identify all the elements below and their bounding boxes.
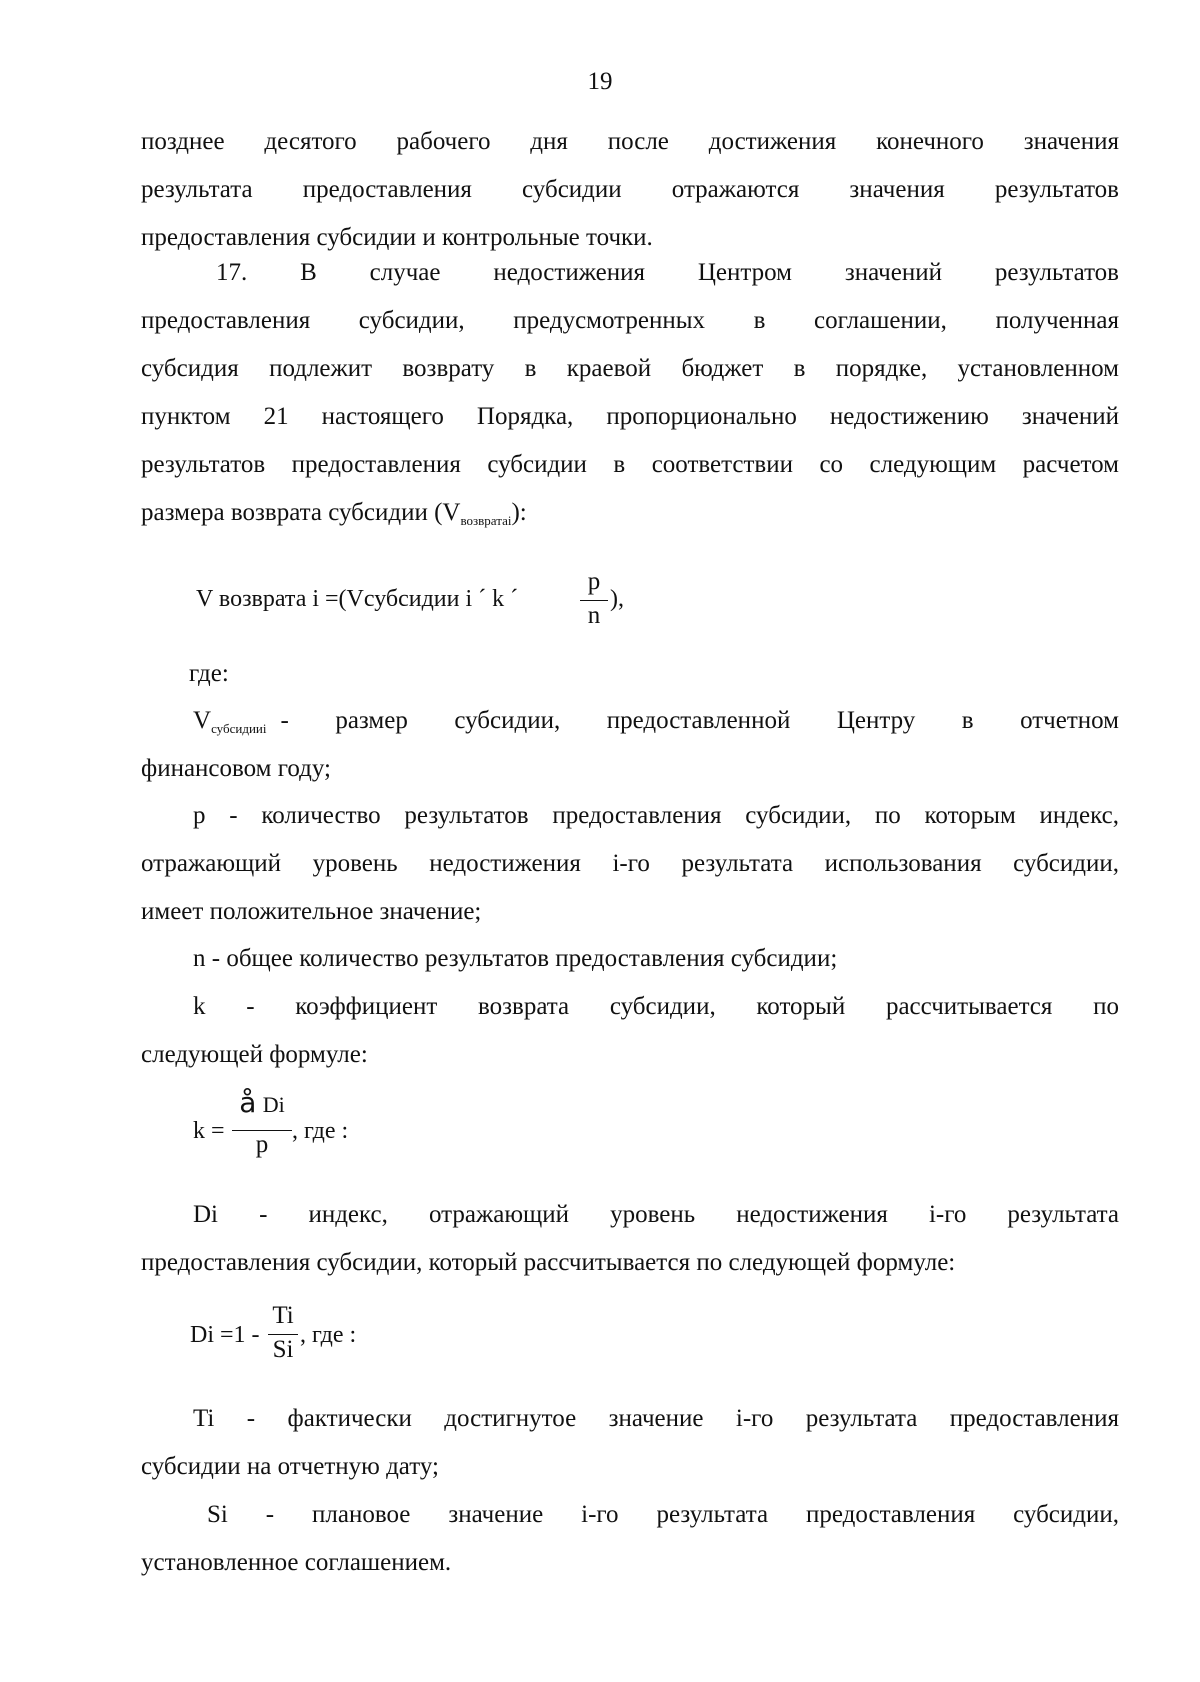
paragraph-intro xyxy=(141,118,1119,262)
text-line xyxy=(141,697,1119,745)
text-line: результата предоставления субсидии отражаются значения результатов xyxy=(141,176,1119,203)
formula-di-right: , где : xyxy=(300,1322,357,1348)
paragraph-17 xyxy=(141,249,1119,537)
text-line: установленное соглашением. xyxy=(141,1549,452,1576)
definition-text: - размер субсидии, предоставленной Центру в отчетном xyxy=(280,707,1119,734)
numerator-di: Di xyxy=(262,1092,285,1117)
text-line: Ti - фактически достигнутое значение i-го результата предоставления xyxy=(193,1405,1119,1432)
formula-di-fraction xyxy=(266,1302,300,1364)
fraction-numerator: p xyxy=(587,568,601,595)
text-line: следующей формуле: xyxy=(141,1041,368,1068)
fraction-bar xyxy=(580,600,608,601)
symbol xyxy=(193,697,266,745)
text-line: Di - индекс, отражающий уровень недостижения i-го результата xyxy=(193,1201,1119,1228)
fraction-numerator xyxy=(232,1086,292,1119)
definition-v-subsidy xyxy=(141,697,1119,793)
formula-di-left: Di =1 - xyxy=(190,1322,260,1348)
where-label-block xyxy=(141,650,1119,698)
text-line xyxy=(141,489,1119,537)
definition-n xyxy=(141,935,1119,983)
page-number: 19 xyxy=(587,68,613,95)
text-line: имеет положительное значение; xyxy=(141,898,482,925)
symbol-letter: V xyxy=(193,707,212,734)
line-text: ): xyxy=(511,499,527,526)
fraction-numerator: Ti xyxy=(272,1302,294,1329)
text-line: n - общее количество результатов предоставления субсидии; xyxy=(193,945,838,972)
text-line: Si - плановое значение i-го результата предоставления субсидии, xyxy=(207,1501,1119,1528)
formula-k-right: , где : xyxy=(292,1118,349,1144)
fraction-bar xyxy=(232,1130,292,1131)
text-line: предоставления субсидии, который рассчитывается по следующей формуле: xyxy=(141,1249,956,1276)
formula-k-fraction xyxy=(232,1086,292,1159)
text-line: позднее десятого рабочего дня после достижения конечного значения xyxy=(141,128,1119,155)
formula-k-left: k = xyxy=(193,1118,225,1144)
sum-symbol: å xyxy=(239,1086,257,1119)
text-line: отражающий уровень недостижения i-го результата использования субсидии, xyxy=(141,850,1119,877)
definition-di xyxy=(141,1191,1119,1287)
text-line: пунктом 21 настоящего Порядка, пропорционально недостижению значений xyxy=(141,403,1119,430)
text-line: p - количество результатов предоставления субсидии, по которым индекс, xyxy=(193,802,1119,829)
formula-left: V возврата i =(Vсубсидии i ´ k ´ xyxy=(196,586,519,612)
fraction-denominator: p xyxy=(255,1131,269,1158)
formula-return-amount xyxy=(196,586,518,613)
subscript: возвратаi xyxy=(460,513,512,528)
fraction-bar xyxy=(268,1334,298,1335)
where-label: где: xyxy=(189,660,229,687)
text-line: предоставления субсидии, предусмотренных в соглашении, полученная xyxy=(141,307,1119,334)
text-line: субсидии на отчетную дату; xyxy=(141,1453,439,1480)
text-line: k - коэффициент возврата субсидии, который рассчитывается по xyxy=(193,993,1119,1020)
text-line: финансовом году; xyxy=(141,755,332,782)
definition-si xyxy=(141,1491,1119,1587)
definition-k xyxy=(141,983,1119,1079)
fraction-denominator: Si xyxy=(272,1336,294,1363)
text-line: субсидия подлежит возврату в краевой бюджет в порядке, установленном xyxy=(141,355,1119,382)
formula-right: ), xyxy=(610,586,624,612)
definition-ti xyxy=(141,1395,1119,1491)
definition-p xyxy=(141,792,1119,936)
line-text: размера возврата субсидии (V xyxy=(141,499,461,526)
text-line: результатов предоставления субсидии в соответствии со следующим расчетом xyxy=(141,451,1119,478)
subscript: субсидииi xyxy=(211,721,267,736)
text-line: 17. В случае недостижения Центром значений результатов xyxy=(216,259,1119,286)
text-line: предоставления субсидии и контрольные точки. xyxy=(141,224,653,251)
formula-fraction xyxy=(576,568,612,630)
fraction-denominator: n xyxy=(587,602,601,629)
